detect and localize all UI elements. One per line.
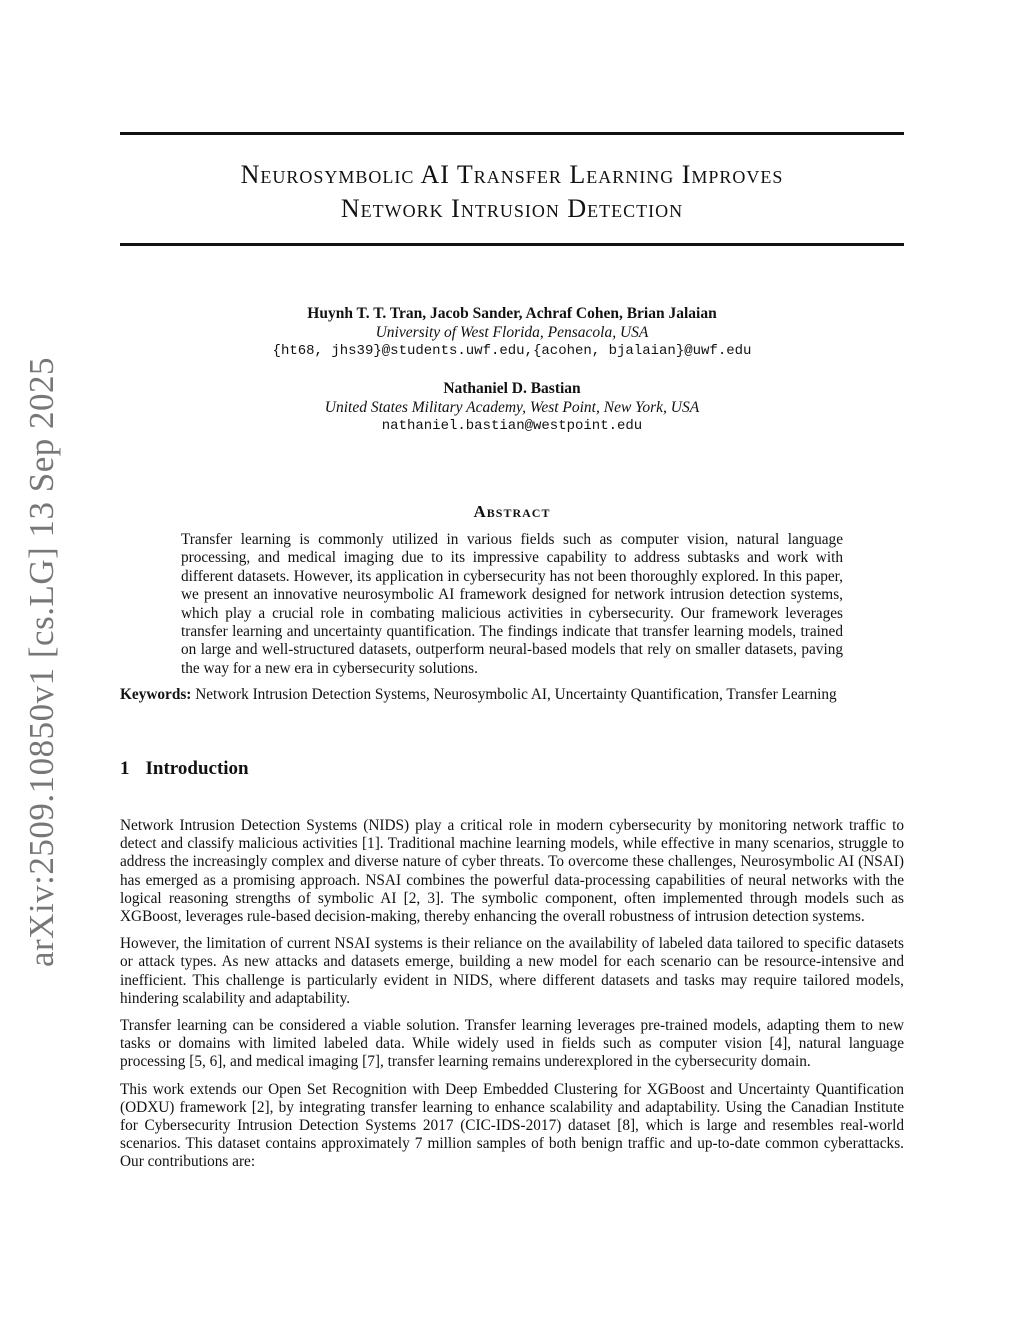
introduction-body	[120, 817, 904, 1181]
paragraph: This work extends our Open Set Recognition with Deep Embedded Clustering for XGBoost and Uncertainty Quantification (ODXU) framework [2], by integrating transfer learning to enhance scalability and adaptability. Using the Canadian Institute for Cybersecurity Intrusion Detection Systems 2017 (CIC-IDS-2017) dataset [8], which is large and resembles real-world scenarios. This dataset contains approximately 7 million samples of both benign traffic and up-to-date common cyberattacks. Our contributions are:	[120, 1080, 904, 1171]
keywords-list: Network Intrusion Detection Systems, Neurosymbolic AI, Uncertainty Quantification, Transfer Learning	[195, 686, 837, 703]
keywords-label: Keywords:	[120, 686, 192, 703]
author-email: {ht68, jhs39}@students.uwf.edu,{acohen, bjalaian}@uwf.edu	[272, 343, 752, 359]
title-rule-bottom	[120, 243, 904, 246]
keywords	[120, 686, 904, 704]
paragraph: However, the limitation of current NSAI systems is their reliance on the availability of labeled data tailored to specific datasets or attack types. As new attacks and datasets emerge, building a new model for each scenario can be resource-intensive and inefficient. This challenge is particularly evident in NIDS, where different datasets and tasks may require tailored models, hindering scalability and adaptability.	[120, 935, 904, 1007]
paragraph: Transfer learning can be considered a viable solution. Transfer learning leverages pre-trained models, adapting them to new tasks or domains with limited labeled data. While widely used in fields such as computer vision [4], natural language processing [5, 6], and medical imaging [7], transfer learning remains underexplored in the cybersecurity domain.	[120, 1017, 904, 1071]
section-title: Introduction	[145, 758, 249, 779]
author-names: Huynh T. T. Tran, Jacob Sander, Achraf Cohen, Brian Jalaian	[307, 305, 717, 322]
paper-title	[120, 158, 904, 226]
arxiv-identifier: arXiv:2509.10850v1 [cs.LG] 13 Sep 2025	[22, 356, 61, 968]
author-affiliation: University of West Florida, Pensacola, USA	[375, 324, 649, 341]
author-affiliation: United States Military Academy, West Point, New York, USA	[324, 399, 700, 416]
author-email: nathaniel.bastian@westpoint.edu	[381, 418, 643, 434]
author-block-1	[120, 304, 904, 361]
abstract-heading: Abstract	[473, 502, 551, 521]
section-heading-introduction	[120, 758, 249, 780]
title-line-2: Network Intrusion Detection	[340, 194, 684, 223]
paragraph: Network Intrusion Detection Systems (NIDS) play a critical role in modern cybersecurity by monitoring network traffic to detect and classify malicious activities [1]. Traditional machine learning models, while effective in many scenarios, struggle to address the increasingly complex and diverse nature of cyber threats. To overcome these challenges, Neurosymbolic AI (NSAI) has emerged as a promising approach. NSAI combines the powerful data-processing capabilities of neural networks with the logical reasoning strengths of symbolic AI [2, 3]. The symbolic component, often implemented through models such as XGBoost, leverages rule-based decision-making, thereby enhancing the overall robustness of intrusion detection systems.	[120, 817, 904, 926]
section-number: 1	[120, 758, 130, 779]
author-block-2	[120, 379, 904, 436]
abstract-text: Transfer learning is commonly utilized in various fields such as computer vision, natural language processing, and medical imaging due to its impressive capability to address subtasks and work with different datasets. However, its application in cybersecurity has not been thoroughly explored. In this paper, we present an innovative neurosymbolic AI framework designed for network intrusion detection systems, which play a crucial role in combating malicious activities in cybersecurity. Our framework leverages transfer learning and uncertainty quantification. The findings indicate that transfer learning models, trained on large and well-structured datasets, outperform neural-based models that rely on smaller datasets, paving the way for a new era in cybersecurity solutions.	[181, 531, 843, 677]
author-names: Nathaniel D. Bastian	[443, 380, 581, 397]
title-line-1: Neurosymbolic AI Transfer Learning Improves	[240, 160, 784, 189]
title-rule-top	[120, 132, 904, 135]
